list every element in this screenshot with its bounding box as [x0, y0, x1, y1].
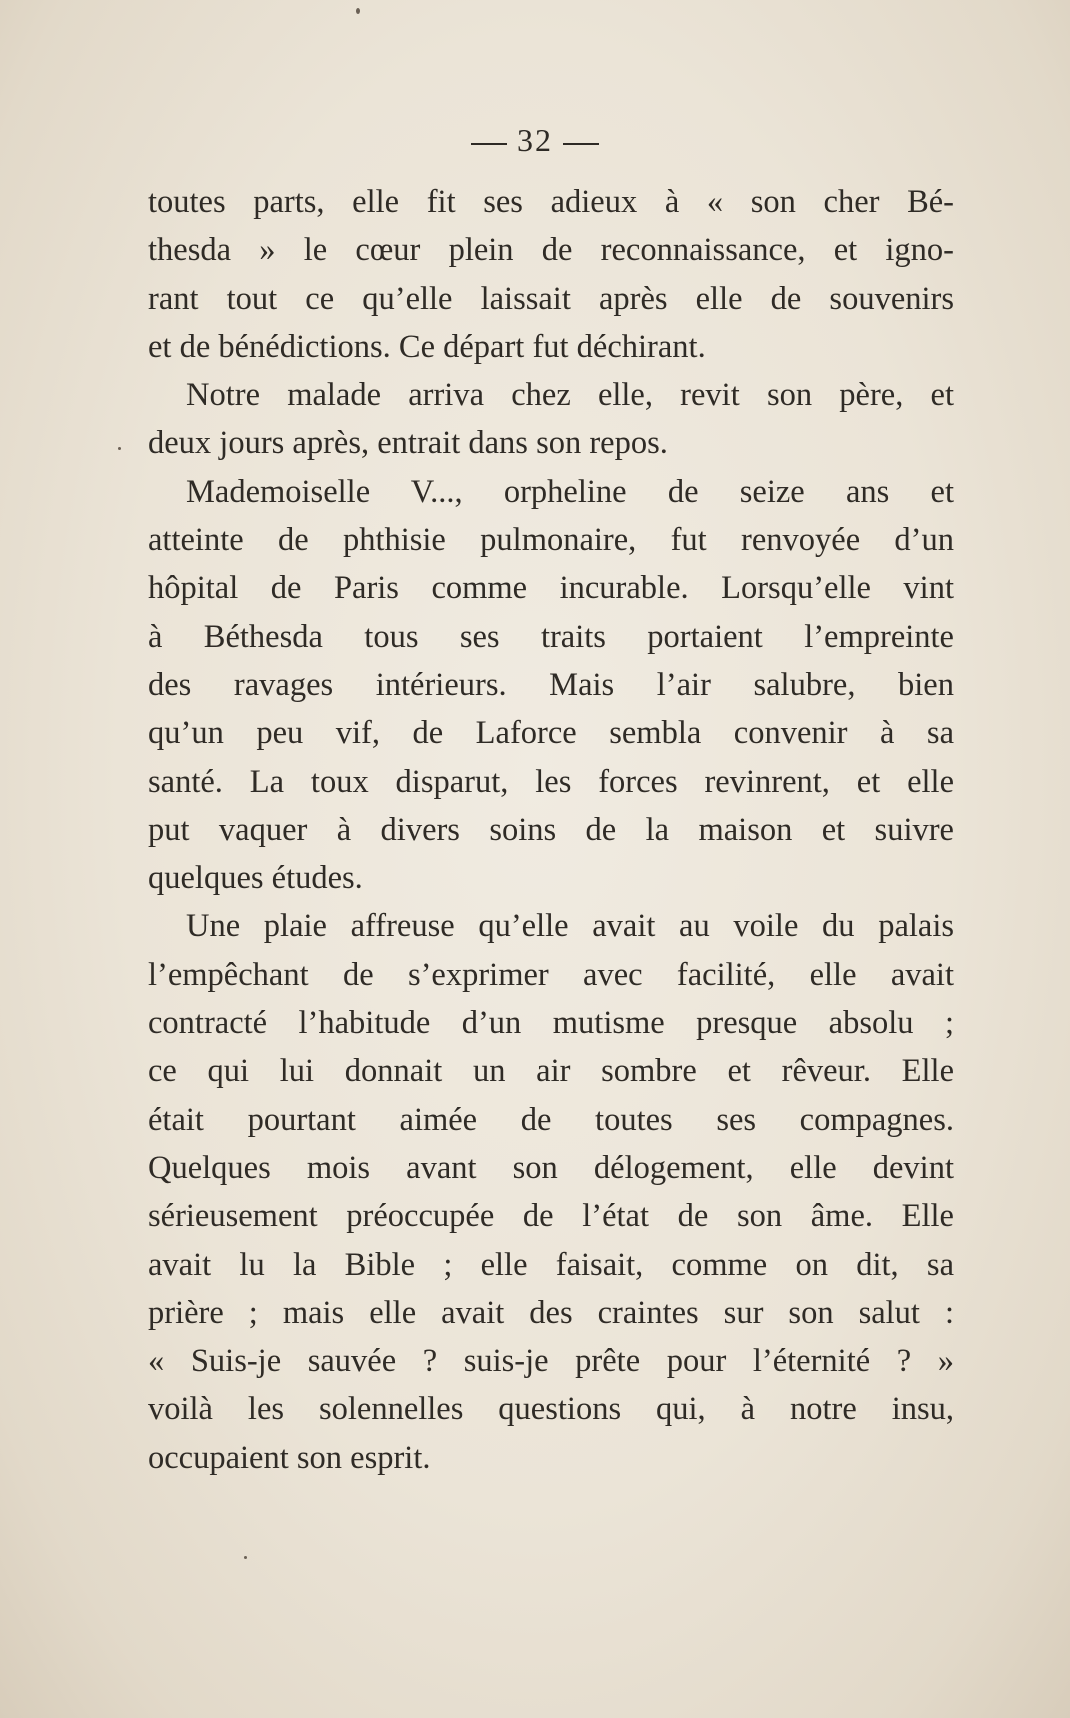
dash-left — [471, 143, 507, 145]
text-line: quelques études. — [148, 860, 363, 897]
paper-speck — [244, 1556, 247, 1559]
text-line: occupaient son esprit. — [148, 1439, 431, 1476]
text-line: des ravages intérieurs. Mais l’air salubre, bien — [148, 666, 954, 703]
text-line: Une plaie affreuse qu’elle avait au voile du palais — [186, 908, 954, 945]
text-line: toutes parts, elle fit ses adieux à « son cher Bé- — [148, 184, 954, 220]
text-line: à Béthesda tous ses traits portaient l’empreinte — [148, 618, 954, 655]
page-number: 32 — [517, 122, 553, 158]
text-line: Notre malade arriva chez elle, revit son père, et — [186, 377, 954, 414]
page-number-header — [0, 122, 1070, 159]
text-line: thesda » le cœur plein de reconnaissance, et igno- — [148, 232, 954, 269]
paper-speck — [118, 447, 121, 450]
text-line: voilà les solennelles questions qui, à notre insu, — [148, 1391, 954, 1428]
body-text — [148, 178, 954, 1482]
text-line: atteinte de phthisie pulmonaire, fut renvoyée d’un — [148, 522, 954, 559]
text-line: deux jours après, entrait dans son repos. — [148, 425, 668, 462]
text-line: qu’un peu vif, de Laforce sembla convenir à sa — [148, 715, 954, 752]
text-line: était pourtant aimée de toutes ses compagnes. — [148, 1101, 954, 1138]
text-line: ce qui lui donnait un air sombre et rêveur. Elle — [148, 1053, 954, 1090]
text-line: sérieusement préoccupée de l’état de son âme. Elle — [148, 1198, 954, 1235]
text-line: put vaquer à divers soins de la maison et suivre — [148, 811, 954, 848]
text-line: rant tout ce qu’elle laissait après elle de souvenirs — [148, 280, 954, 317]
text-line: avait lu la Bible ; elle faisait, comme on dit, sa — [148, 1246, 954, 1283]
text-line: « Suis-je sauvée ? suis-je prête pour l’éternité ? » — [148, 1343, 954, 1380]
text-line: Mademoiselle V..., orpheline de seize ans et — [186, 473, 954, 510]
text-line: Quelques mois avant son délogement, elle devint — [148, 1149, 954, 1186]
text-line: hôpital de Paris comme incurable. Lorsqu’elle vint — [148, 570, 954, 607]
paper-speck — [356, 8, 360, 14]
dash-right — [563, 143, 599, 145]
text-line: contracté l’habitude d’un mutisme presque absolu ; — [148, 1005, 954, 1042]
text-line: l’empêchant de s’exprimer avec facilité, elle avait — [148, 956, 954, 993]
text-line: et de bénédictions. Ce départ fut déchirant. — [148, 328, 706, 365]
text-line: santé. La toux disparut, les forces revinrent, et elle — [148, 763, 954, 800]
text-line: prière ; mais elle avait des craintes sur son salut : — [148, 1294, 954, 1331]
